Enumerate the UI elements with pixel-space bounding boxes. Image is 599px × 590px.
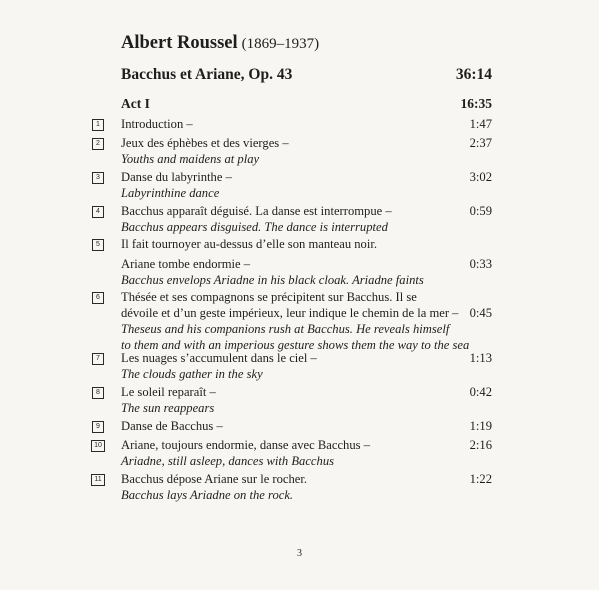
track-translation: Youths and maidens at play — [121, 152, 260, 166]
track-title: dévoile et d’un geste impérieux, leur indique le chemin de la mer – — [121, 306, 459, 320]
track-number-box: 10 — [91, 440, 105, 452]
composer-name: Albert Roussel — [121, 33, 238, 53]
track-translation: Labyrinthine dance — [121, 186, 220, 200]
track-title: Thésée et ses compagnons se précipitent sur Bacchus. Il se — [121, 290, 417, 304]
track-title: Danse de Bacchus – — [121, 419, 223, 433]
track-duration: 3:02 — [469, 170, 492, 184]
track-duration: 0:45 — [469, 306, 492, 320]
track-title: Jeux des éphèbes et des vierges – — [121, 136, 289, 150]
work-duration: 36:14 — [455, 66, 492, 83]
track-translation: The clouds gather in the sky — [121, 367, 263, 381]
act-heading — [121, 96, 492, 112]
track-translation: Theseus and his companions rush at Bacchus. He reveals himself — [121, 322, 450, 336]
track-duration: 1:13 — [469, 351, 492, 365]
composer-heading — [121, 32, 319, 54]
track-duration: 0:33 — [469, 257, 492, 271]
track-duration: 0:59 — [469, 204, 492, 218]
page-number: 3 — [297, 548, 302, 559]
track-number-box: 2 — [92, 138, 104, 150]
track-number-box: 7 — [92, 353, 104, 365]
track-translation: Ariadne, still asleep, dances with Bacchus — [121, 454, 335, 468]
track-title: Ariane tombe endormie – — [121, 257, 251, 271]
track-number-box: 6 — [92, 292, 104, 304]
track-title: Le soleil reparaît – — [121, 385, 216, 399]
work-title: Bacchus et Ariane, Op. 43 — [121, 66, 293, 83]
track-translation: to them and with an imperious gesture shows them the way to the sea — [121, 338, 470, 352]
track-duration: 0:42 — [469, 385, 492, 399]
work-heading — [121, 66, 492, 84]
track-title: Ariane, toujours endormie, danse avec Bacchus – — [121, 438, 370, 452]
track-title: Bacchus dépose Ariane sur le rocher. — [121, 472, 308, 486]
track-duration: 1:47 — [469, 117, 492, 131]
track-duration: 1:22 — [469, 472, 492, 486]
track-title: Introduction – — [121, 117, 193, 131]
act-duration: 16:35 — [460, 96, 492, 111]
track-duration: 1:19 — [469, 419, 492, 433]
track-title: Il fait tournoyer au-dessus d’elle son manteau noir. — [121, 237, 378, 251]
track-title: Les nuages s’accumulent dans le ciel – — [121, 351, 317, 365]
track-number-box: 9 — [92, 421, 104, 433]
track-translation: The sun reappears — [121, 401, 215, 415]
track-title: Bacchus apparaît déguisé. La danse est interrompue – — [121, 204, 392, 218]
track-translation: Bacchus appears disguised. The dance is interrupted — [121, 220, 388, 234]
track-duration: 2:37 — [469, 136, 492, 150]
track-translation: Bacchus envelops Ariadne in his black cloak. Ariadne faints — [121, 273, 424, 287]
track-number-box: 8 — [92, 387, 104, 399]
track-duration: 2:16 — [469, 438, 492, 452]
track-number-box: 4 — [92, 206, 104, 218]
track-translation: Bacchus lays Ariadne on the rock. — [121, 488, 294, 502]
track-number-box: 5 — [92, 239, 104, 251]
track-title: Danse du labyrinthe – — [121, 170, 232, 184]
composer-dates: (1869–1937) — [241, 36, 320, 52]
track-number-box: 11 — [91, 474, 105, 486]
track-number-box: 1 — [92, 119, 104, 131]
track-number-box: 3 — [92, 172, 104, 184]
act-label: Act I — [121, 96, 150, 111]
